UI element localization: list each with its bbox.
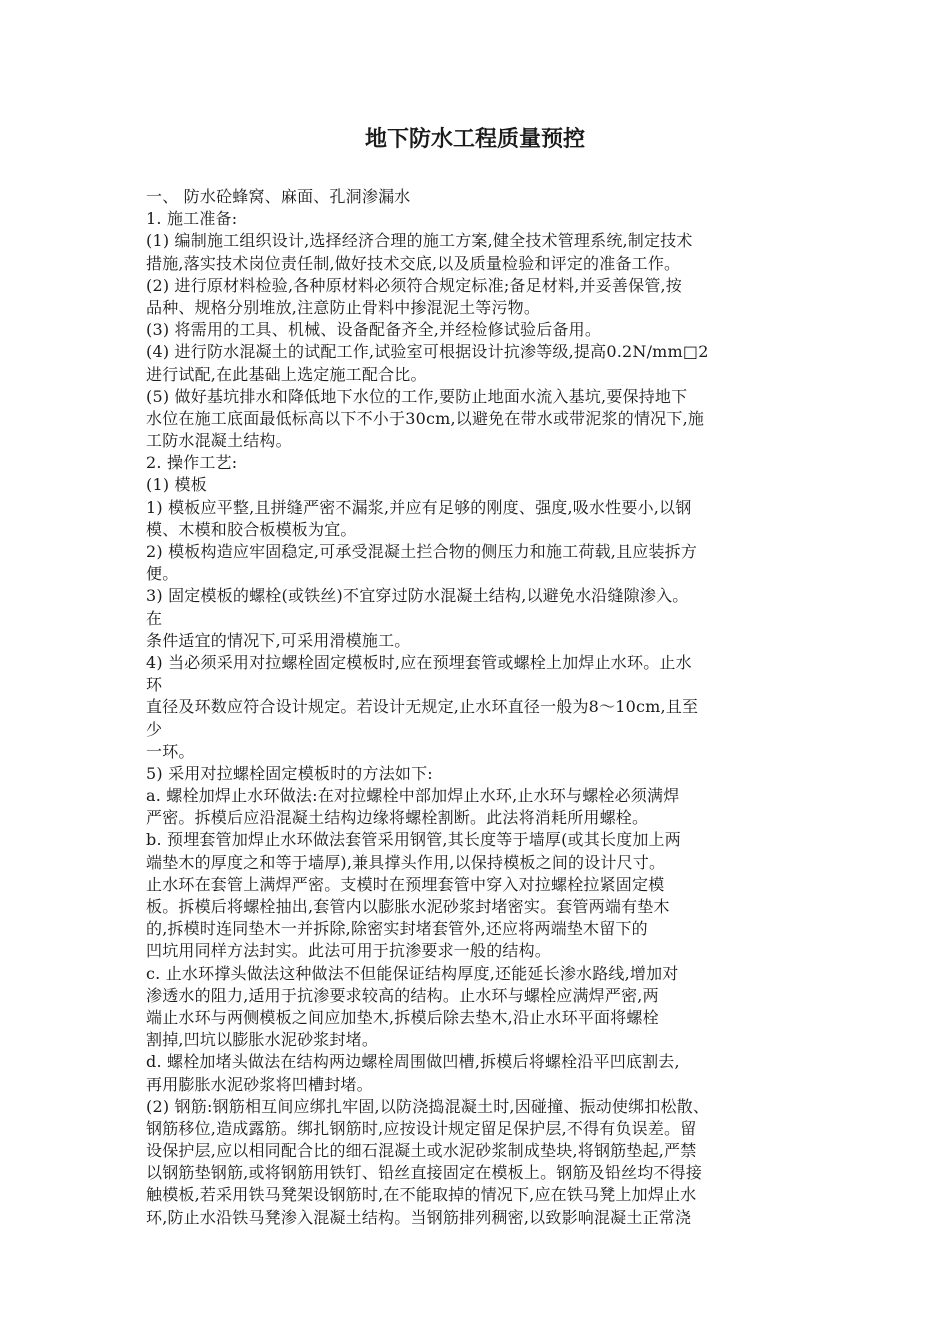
body-line: 严密。拆模后应沿混凝土结构边缘将螺栓割断。此法将消耗所用螺栓。 bbox=[146, 808, 649, 828]
body-line: 4) 当必须采用对拉螺栓固定模板时,应在预埋套管或螺栓上加焊止水环。止水 bbox=[146, 652, 692, 672]
body-line: 一、 防水砼蜂窝、麻面、孔洞渗漏水 bbox=[146, 187, 411, 206]
body-line: 措施,落实技术岗位责任制,做好技术交底,以及质量检验和评定的准备工作。 bbox=[146, 253, 681, 273]
body-line: 水位在施工底面最低标高以下不小于30cm,以避免在带水或带泥浆的情况下,施 bbox=[146, 408, 705, 428]
body-line: 环,防止水沿铁马凳渗入混凝土结构。当钢筋排列稠密,以致影响混凝土正常浇 bbox=[146, 1207, 692, 1227]
body-line: 工防水混凝土结构。 bbox=[146, 431, 292, 451]
body-line: d. 螺栓加堵头做法在结构两边螺栓周围做凹槽,拆模后将螺栓沿平凹底割去, bbox=[146, 1052, 680, 1072]
body-line: 2. 操作工艺: bbox=[146, 453, 238, 473]
body-line: 1) 模板应平整,且拼缝严密不漏浆,并应有足够的刚度、强度,吸水性要小,以钢 bbox=[146, 497, 692, 517]
body-line: 设保护层,应以相同配合比的细石混凝土或水泥砂浆制成垫块,将钢筋垫起,严禁 bbox=[146, 1141, 697, 1161]
body-line: 以钢筋垫钢筋,或将钢筋用铁钉、铅丝直接固定在模板上。钢筋及铅丝均不得接 bbox=[146, 1163, 703, 1183]
document-body bbox=[146, 186, 826, 1229]
body-line: 板。拆模后将螺栓抽出,套管内以膨胀水泥砂浆封堵密实。套管两端有垫木 bbox=[146, 897, 670, 916]
body-line: 便。 bbox=[146, 564, 179, 584]
body-line: 直径及环数应符合设计规定。若设计无规定,止水环直径一般为8～10cm,且至 bbox=[146, 697, 699, 717]
body-line: (2) 钢筋:钢筋相互间应绑扎牢固,以防浇捣混凝土时,因碰撞、振动使绑扣松散、 bbox=[146, 1096, 710, 1116]
body-line: (5) 做好基坑排水和降低地下水位的工作,要防止地面水流入基坑,要保持地下 bbox=[146, 386, 688, 406]
body-line: 触模板,若采用铁马凳架设钢筋时,在不能取掉的情况下,应在铁马凳上加焊止水 bbox=[146, 1185, 697, 1205]
body-line: 凹坑用同样方法封实。此法可用于抗渗要求一般的结构。 bbox=[146, 941, 552, 961]
body-line: 割掉,凹坑以膨胀水泥砂浆封堵。 bbox=[146, 1030, 379, 1050]
body-line: 止水环在套管上满焊严密。支模时在预埋套管中穿入对拉螺栓拉紧固定模 bbox=[146, 874, 665, 894]
body-line: (1) 编制施工组织设计,选择经济合理的施工方案,健全技术管理系统,制定技术 bbox=[146, 231, 693, 251]
body-line: 1. 施工准备: bbox=[146, 209, 238, 229]
body-line: 再用膨胀水泥砂浆将凹槽封堵。 bbox=[146, 1074, 373, 1094]
body-line: (2) 进行原材料检验,各种原材料必须符合规定标准;备足材料,并妥善保管,按 bbox=[146, 275, 682, 295]
body-line: 进行试配,在此基础上选定施工配合比。 bbox=[146, 364, 427, 384]
body-line: 模、木模和胶合板模板为宜。 bbox=[146, 519, 357, 539]
body-line: (1) 模板 bbox=[146, 475, 207, 495]
body-line: 端垫木的厚度之和等于墙厚),兼具撑头作用,以保持模板之间的设计尺寸。 bbox=[146, 852, 666, 872]
body-line: 品种、规格分别堆放,注意防止骨料中掺混泥土等污物。 bbox=[146, 297, 541, 317]
body-line: 渗透水的阻力,适用于抗渗要求较高的结构。止水环与螺栓应满焊严密,两 bbox=[146, 985, 659, 1005]
body-line: 少 bbox=[146, 719, 163, 739]
body-line: (3) 将需用的工具、机械、设备配备齐全,并经检修试验后备用。 bbox=[146, 320, 602, 340]
body-line: 在 bbox=[146, 608, 163, 628]
body-line: 5) 采用对拉螺栓固定模板时的方法如下: bbox=[146, 763, 433, 783]
document-title: 地下防水工程质量预控 bbox=[364, 127, 585, 152]
body-line: a. 螺栓加焊止水环做法:在对拉螺栓中部加焊止水环,止水环与螺栓必须满焊 bbox=[146, 786, 680, 806]
body-line: b. 预埋套管加焊止水环做法套管采用钢管,其长度等于墙厚(或其长度加上两 bbox=[146, 830, 681, 850]
body-line: 条件适宜的情况下,可采用滑模施工。 bbox=[146, 630, 411, 650]
body-line: 环 bbox=[146, 675, 163, 695]
body-line: 2) 模板构造应牢固稳定,可承受混凝土拦合物的侧压力和施工荷载,且应装拆方 bbox=[146, 542, 698, 561]
body-line: 的,拆模时连同垫木一并拆除,除密实封堵套管外,还应将两端垫木留下的 bbox=[146, 919, 648, 939]
body-line: c. 止水环撑头做法这种做法不但能保证结构厚度,还能延长渗水路线,增加对 bbox=[146, 963, 679, 983]
body-line: 3) 固定模板的螺栓(或铁丝)不宜穿过防水混凝土结构,以避免水沿缝隙渗入。 bbox=[146, 586, 689, 606]
body-line: (4) 进行防水混凝土的试配工作,试验室可根据设计抗渗等级,提高0.2N/mm□2 bbox=[146, 342, 709, 362]
body-line: 钢筋移位,造成露筋。绑扎钢筋时,应按设计规定留足保护层,不得有负误差。留 bbox=[146, 1118, 697, 1138]
body-line: 端止水环与两侧模板之间应加垫木,拆模后除去垫木,沿止水环平面将螺栓 bbox=[146, 1007, 659, 1027]
body-line: 一环。 bbox=[146, 741, 195, 761]
